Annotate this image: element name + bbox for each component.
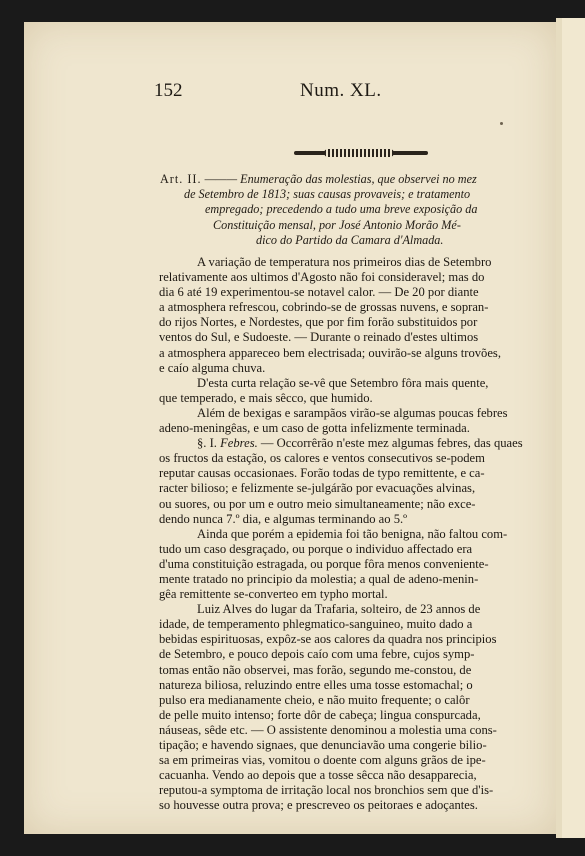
section-title: Febres. [220,436,258,451]
body-line: D'esta curta relação se-vê que Setembro fôra mais quente, [197,375,489,390]
next-page-edge [556,18,585,838]
body-line: bebidas espirituosas, expôz-se aos calores da quadra nos principios [159,632,497,647]
body-line: ou suores, ou por um e outro meio simultaneamente; não exce- [159,496,476,511]
page-number: 152 [154,80,183,101]
body-line: que temperado, e mais sêcco, que humido. [159,390,373,405]
body-line: Além de bexigas e sarampãos virão-se algumas poucas febres [197,405,508,420]
body-line: §. I. Febres. — Occorrêrão n'este mez algumas febres, das quaes [197,436,523,451]
body-line: Luiz Alves do lugar da Trafaria, solteiro, de 23 annos de [197,602,481,617]
article-heading-line: empregado; precedendo a tudo uma breve exposição da [205,202,478,217]
body-line: de Setembro, e pouco depois caío com uma febre, cujos symp- [159,647,475,662]
article-heading-line: Constituição mensal, por José Antonio Morão Mé- [213,217,461,232]
article-title-1: Enumeração das molestias, que observei no mez [240,172,477,186]
body-line: so houvesse outra prova; e prescreveo os peitoraes e adoçantes. [159,798,478,813]
body-line: reputou-a symptoma de irritação local nos bronchios sem que d'is- [159,783,494,798]
body-line: cacuanha. Vendo ao depois que a tosse sêcca não desapparecia, [159,768,477,783]
article-heading [160,172,556,248]
body-line: e caío alguma chuva. [159,360,266,375]
body-line: reputar causas occasionaes. Forão todas de typo remittente, e ca- [159,466,485,481]
body-line: mente tratado no principio da molestia; a qual de adeno-menin- [159,571,479,586]
body-line: do rijos Nortes, e Nordestes, que por fim forão substituidos por [159,315,478,330]
body-line: tudo um caso desgraçado, ou porque o individuo affectado era [159,541,473,556]
body-line: gêa remittente se-converteo em typho mortal. [159,587,388,602]
body-line: idade, de temperamento phlegmatico-sanguineo, muito dado a [159,617,473,632]
body-line: A variação de temperatura nos primeiros dias de Setembro [197,255,492,269]
body-line: adeno-meningêas, e um caso de gotta infelizmente terminada. [159,421,470,436]
article-heading-line: de Setembro de 1813; suas causas provaveis; e tratamento [184,187,471,202]
body-line: Ainda que porém a epidemia foi tão benigna, não faltou com- [197,526,508,541]
body-line: a atmosphera refrescou, cobrindo-se de grossas nuvens, e sopran- [159,300,489,315]
body-line: relativamente aos ultimos d'Agosto não foi consideravel; mas do [159,270,485,285]
body-line: racter bilioso; e felizmente se-julgárão por evacuações alvinas, [159,481,476,496]
body-line: dia 6 até 19 experimentou-se notavel calor. — De 20 por diante [159,285,479,300]
body-line: de pelle muito intenso; forte dôr de cabeça; lingua conspurcada, [159,707,481,722]
body-line: náuseas, sêde etc. — O assistente denominou a molestia uma cons- [159,722,497,737]
running-title: Num. XL. [300,80,382,101]
body-line: os fructos da estação, os calores e ventos consecutivos se-podem [159,451,485,466]
body-line: natureza biliosa, reluzindo entre elles uma tosse estomachal; o [159,677,473,692]
ornamental-rule-center [324,149,394,157]
body-line: tomas então não observei, mas forão, segundo me-constou, de [159,662,472,677]
article-heading-line: dico do Partido da Camara d'Almada. [256,232,444,247]
page-header [24,80,556,110]
body-line: pulso era medianamente cheio, e não muito frequente; o calôr [159,692,470,707]
body-line: sa em primeiras vias, vomitou o doente com alguns grãos de ipe- [159,753,486,768]
body-line: a atmosphera appareceo bem electrisada; ouvirão-se alguns trovões, [159,345,501,360]
article-lead: Art. II. [160,172,202,186]
paper-spot [500,122,503,125]
body-text [159,255,551,813]
book-page [24,22,556,834]
body-line: d'uma constituição estragada, ou porque fôra menos conveniente- [159,556,489,571]
body-line: tipação; e havendo signaes, que denunciavão uma congerie bilio- [159,738,487,752]
article-heading-line: Art. II. ——— Enumeração das molestias, que observei no mez [160,172,477,186]
body-line: dendo nunca 7.º dia, e algumas terminando ao 5.º [159,511,408,526]
body-line: ventos do Sul, e Sudoeste. — Durante o reinado d'estes ultimos [159,330,479,345]
